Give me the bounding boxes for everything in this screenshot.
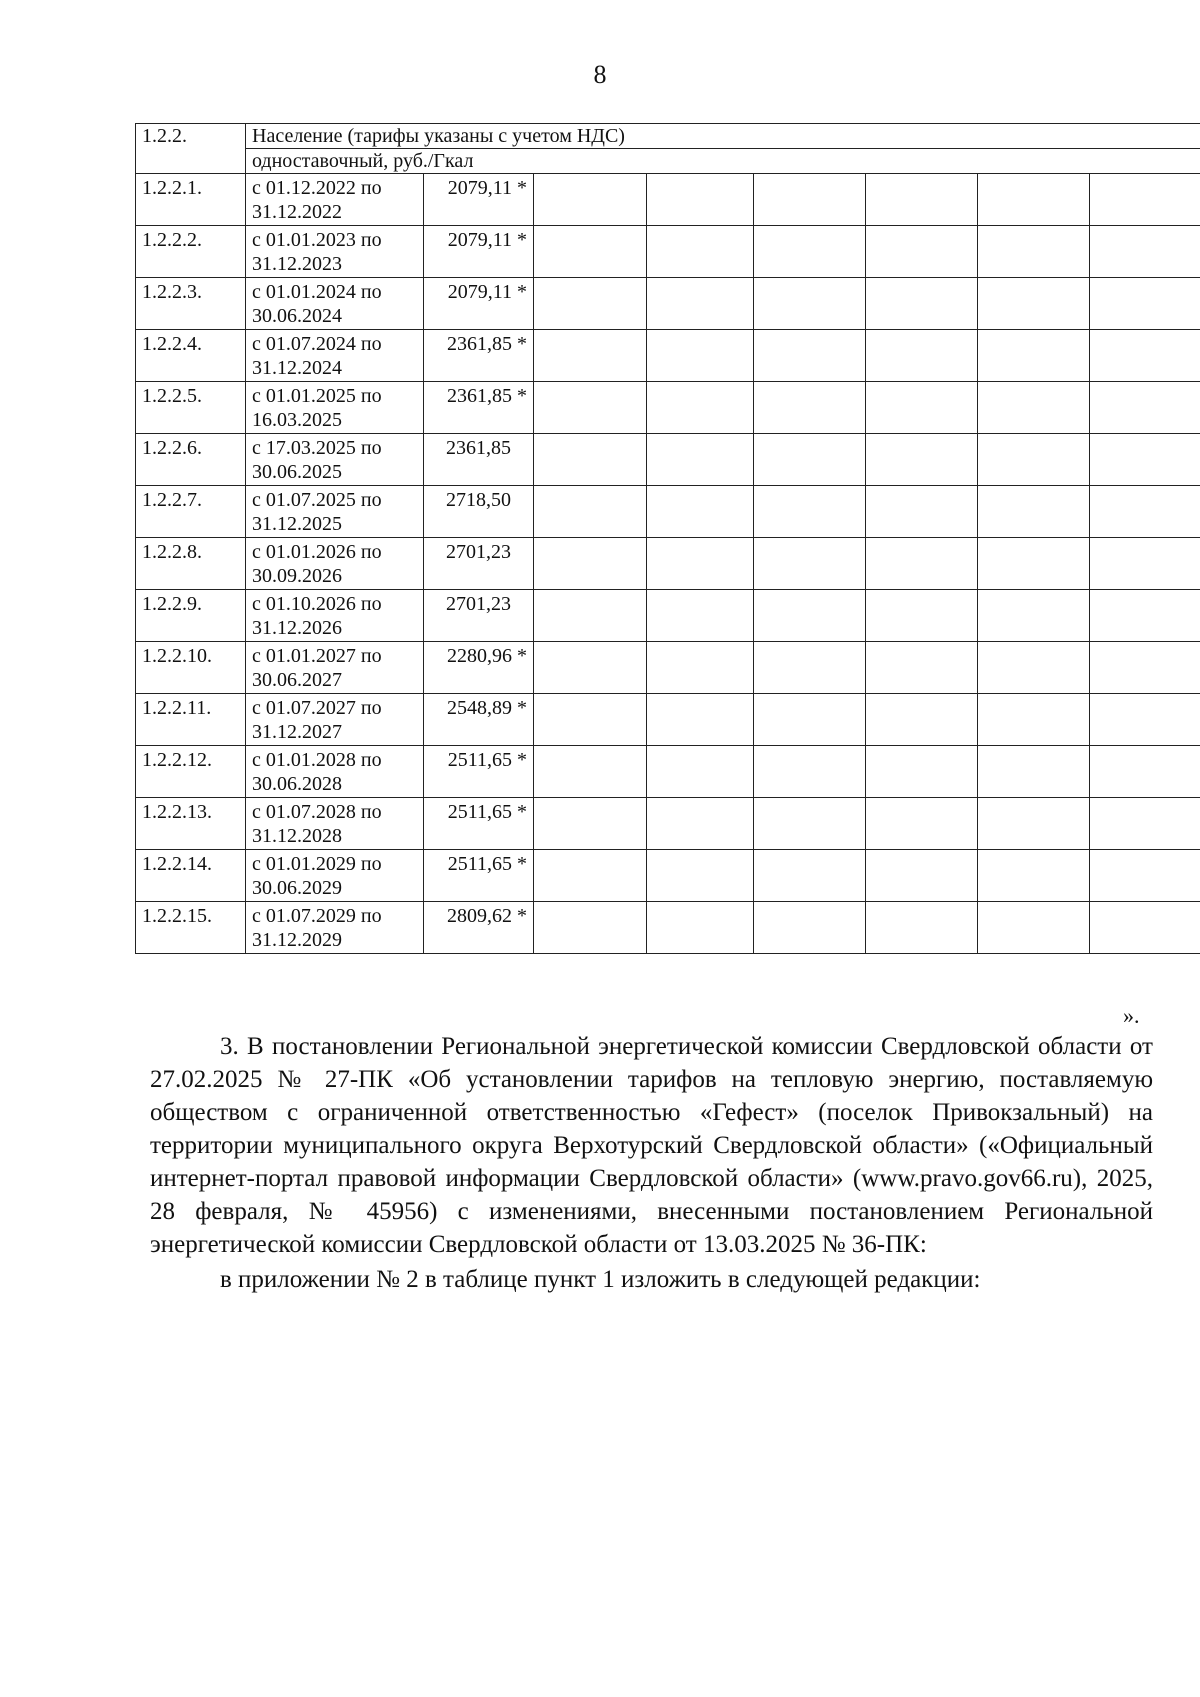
empty-cell [534, 486, 647, 538]
empty-cell [866, 174, 978, 226]
empty-cell [754, 642, 866, 694]
row-period [246, 434, 424, 486]
row-tariff-value: 2701,23 [424, 590, 534, 642]
row-period [246, 330, 424, 382]
empty-cell [866, 226, 978, 278]
empty-cell [534, 798, 647, 850]
empty-cell [1090, 902, 1200, 954]
empty-cell [978, 642, 1090, 694]
period-end: 30.06.2027 [252, 669, 342, 691]
table-row [136, 382, 1200, 434]
closing-quote: ». [1123, 1003, 1140, 1028]
empty-cell [1090, 694, 1200, 746]
row-period [246, 902, 424, 954]
row-tariff-value: 2548,89 * [424, 694, 534, 746]
empty-cell [866, 902, 978, 954]
row-tariff-value: 2511,65 * [424, 850, 534, 902]
period-end: 31.12.2029 [252, 929, 342, 951]
empty-cell [866, 382, 978, 434]
empty-cell [647, 538, 754, 590]
empty-cell [754, 278, 866, 330]
row-tariff-value: 2718,50 [424, 486, 534, 538]
row-tariff-value: 2511,65 * [424, 746, 534, 798]
empty-cell [534, 902, 647, 954]
empty-cell [754, 174, 866, 226]
row-code: 1.2.2.3. [136, 278, 246, 330]
period-end: 31.12.2024 [252, 357, 342, 379]
period-start: с 17.03.2025 по [252, 437, 382, 459]
row-tariff-value: 2809,62 * [424, 902, 534, 954]
row-period [246, 278, 424, 330]
row-period [246, 538, 424, 590]
empty-cell [647, 486, 754, 538]
period-end: 31.12.2027 [252, 721, 342, 743]
period-start: с 01.07.2028 по [252, 801, 382, 823]
empty-cell [1090, 486, 1200, 538]
period-end: 31.12.2026 [252, 617, 342, 639]
empty-cell [534, 174, 647, 226]
period-start: с 01.01.2025 по [252, 385, 382, 407]
tariff-table [135, 123, 1200, 954]
section-header-row [136, 124, 1200, 149]
table-row [136, 486, 1200, 538]
row-period [246, 486, 424, 538]
period-start: с 01.01.2024 по [252, 281, 382, 303]
empty-cell [754, 902, 866, 954]
table-row [136, 538, 1200, 590]
empty-cell [647, 278, 754, 330]
empty-cell [534, 538, 647, 590]
row-period [246, 382, 424, 434]
period-end: 30.06.2025 [252, 461, 342, 483]
row-period [246, 694, 424, 746]
row-tariff-value: 2079,11 * [424, 278, 534, 330]
period-end: 31.12.2022 [252, 201, 342, 223]
row-code: 1.2.2.5. [136, 382, 246, 434]
period-start: с 01.01.2023 по [252, 229, 382, 251]
empty-cell [1090, 798, 1200, 850]
period-start: с 01.01.2026 по [252, 541, 382, 563]
period-start: с 01.07.2024 по [252, 333, 382, 355]
row-tariff-value: 2079,11 * [424, 226, 534, 278]
row-code: 1.2.2.10. [136, 642, 246, 694]
table-row [136, 798, 1200, 850]
empty-cell [754, 798, 866, 850]
empty-cell [647, 434, 754, 486]
empty-cell [978, 538, 1090, 590]
section-subtitle-row [136, 149, 1200, 174]
empty-cell [866, 694, 978, 746]
empty-cell [978, 850, 1090, 902]
table-row [136, 174, 1200, 226]
row-code: 1.2.2.6. [136, 434, 246, 486]
row-code: 1.2.2.4. [136, 330, 246, 382]
empty-cell [647, 902, 754, 954]
empty-cell [978, 278, 1090, 330]
paragraph-3: 3. В постановлении Региональной энергетической комиссии Свердловской области от 27.02.2025 № 27-ПК «Об установлении тарифов на тепловую энергию, поставляемую обществом с ограниченной ответственностью «Гефест» (поселок Привокзальный) на территории муниципального округа Верхотурский Свердловской области» («Официальный интернет-портал правовой информации Свердловской области» (www.pravo.gov66.ru), 2025, 28 февраля, № 45956) с изменениями, внесенными постановлением Региональной энергетической комиссии Свердловской области от 13.03.2025 № 36-ПК: [150, 1033, 1153, 1258]
row-period [246, 642, 424, 694]
empty-cell [866, 434, 978, 486]
table-row [136, 330, 1200, 382]
period-start: с 01.01.2028 по [252, 749, 382, 771]
table-row [136, 278, 1200, 330]
row-tariff-value: 2361,85 * [424, 330, 534, 382]
empty-cell [866, 590, 978, 642]
row-code: 1.2.2.7. [136, 486, 246, 538]
empty-cell [534, 382, 647, 434]
empty-cell [754, 850, 866, 902]
row-tariff-value: 2280,96 * [424, 642, 534, 694]
empty-cell [1090, 278, 1200, 330]
period-end: 30.06.2028 [252, 773, 342, 795]
row-period [246, 850, 424, 902]
period-start: с 01.12.2022 по [252, 177, 382, 199]
empty-cell [754, 486, 866, 538]
period-end: 30.09.2026 [252, 565, 342, 587]
row-tariff-value: 2079,11 * [424, 174, 534, 226]
row-code: 1.2.2.9. [136, 590, 246, 642]
period-end: 30.06.2029 [252, 877, 342, 899]
row-code: 1.2.2.1. [136, 174, 246, 226]
period-end: 31.12.2025 [252, 513, 342, 535]
empty-cell [754, 538, 866, 590]
table-row [136, 434, 1200, 486]
empty-cell [866, 746, 978, 798]
empty-cell [978, 486, 1090, 538]
empty-cell [534, 850, 647, 902]
row-tariff-value: 2701,23 [424, 538, 534, 590]
empty-cell [647, 590, 754, 642]
empty-cell [534, 330, 647, 382]
row-code: 1.2.2.11. [136, 694, 246, 746]
empty-cell [1090, 850, 1200, 902]
empty-cell [647, 330, 754, 382]
section-title: Население (тарифы указаны с учетом НДС) [246, 124, 1200, 149]
empty-cell [534, 434, 647, 486]
empty-cell [1090, 174, 1200, 226]
empty-cell [866, 486, 978, 538]
empty-cell [866, 642, 978, 694]
empty-cell [866, 798, 978, 850]
empty-cell [534, 590, 647, 642]
empty-cell [534, 694, 647, 746]
empty-cell [647, 694, 754, 746]
row-period [246, 590, 424, 642]
period-end: 31.12.2023 [252, 253, 342, 275]
row-tariff-value: 2361,85 * [424, 382, 534, 434]
table-row [136, 902, 1200, 954]
table-row [136, 226, 1200, 278]
row-tariff-value: 2361,85 [424, 434, 534, 486]
period-end: 16.03.2025 [252, 409, 342, 431]
table-row [136, 694, 1200, 746]
empty-cell [534, 226, 647, 278]
empty-cell [754, 226, 866, 278]
empty-cell [647, 226, 754, 278]
period-start: с 01.07.2029 по [252, 905, 382, 927]
empty-cell [1090, 434, 1200, 486]
empty-cell [866, 538, 978, 590]
empty-cell [1090, 382, 1200, 434]
empty-cell [978, 434, 1090, 486]
empty-cell [754, 694, 866, 746]
table-row [136, 746, 1200, 798]
empty-cell [978, 590, 1090, 642]
instruction-paragraph: в приложении № 2 в таблице пункт 1 изложить в следующей редакции: [220, 1266, 981, 1293]
empty-cell [754, 590, 866, 642]
empty-cell [978, 174, 1090, 226]
row-code: 1.2.2.13. [136, 798, 246, 850]
period-end: 31.12.2028 [252, 825, 342, 847]
empty-cell [534, 746, 647, 798]
period-start: с 01.07.2027 по [252, 697, 382, 719]
empty-cell [647, 642, 754, 694]
empty-cell [866, 278, 978, 330]
empty-cell [647, 174, 754, 226]
table-row [136, 642, 1200, 694]
empty-cell [1090, 746, 1200, 798]
row-code: 1.2.2.2. [136, 226, 246, 278]
empty-cell [647, 746, 754, 798]
period-start: с 01.07.2025 по [252, 489, 382, 511]
row-period [246, 798, 424, 850]
row-period [246, 174, 424, 226]
empty-cell [754, 330, 866, 382]
empty-cell [1090, 642, 1200, 694]
empty-cell [647, 850, 754, 902]
empty-cell [978, 746, 1090, 798]
empty-cell [978, 382, 1090, 434]
empty-cell [754, 382, 866, 434]
empty-cell [1090, 538, 1200, 590]
table-row [136, 590, 1200, 642]
row-code: 1.2.2.15. [136, 902, 246, 954]
row-code: 1.2.2.8. [136, 538, 246, 590]
empty-cell [534, 642, 647, 694]
page-number: 8 [593, 60, 607, 89]
empty-cell [978, 798, 1090, 850]
period-start: с 01.10.2026 по [252, 593, 382, 615]
period-start: с 01.01.2029 по [252, 853, 382, 875]
period-end: 30.06.2024 [252, 305, 342, 327]
empty-cell [978, 226, 1090, 278]
row-period [246, 746, 424, 798]
empty-cell [754, 434, 866, 486]
empty-cell [866, 330, 978, 382]
row-period [246, 226, 424, 278]
empty-cell [866, 850, 978, 902]
row-tariff-value: 2511,65 * [424, 798, 534, 850]
empty-cell [754, 746, 866, 798]
section-code: 1.2.2. [136, 124, 246, 174]
empty-cell [978, 902, 1090, 954]
row-code: 1.2.2.14. [136, 850, 246, 902]
section-subtitle: одноставочный, руб./Гкал [246, 149, 1200, 174]
empty-cell [647, 382, 754, 434]
table-row [136, 850, 1200, 902]
empty-cell [1090, 590, 1200, 642]
empty-cell [534, 278, 647, 330]
period-start: с 01.01.2027 по [252, 645, 382, 667]
empty-cell [1090, 330, 1200, 382]
empty-cell [1090, 226, 1200, 278]
empty-cell [978, 694, 1090, 746]
body-text [150, 1030, 1153, 1296]
row-code: 1.2.2.12. [136, 746, 246, 798]
empty-cell [978, 330, 1090, 382]
empty-cell [647, 798, 754, 850]
